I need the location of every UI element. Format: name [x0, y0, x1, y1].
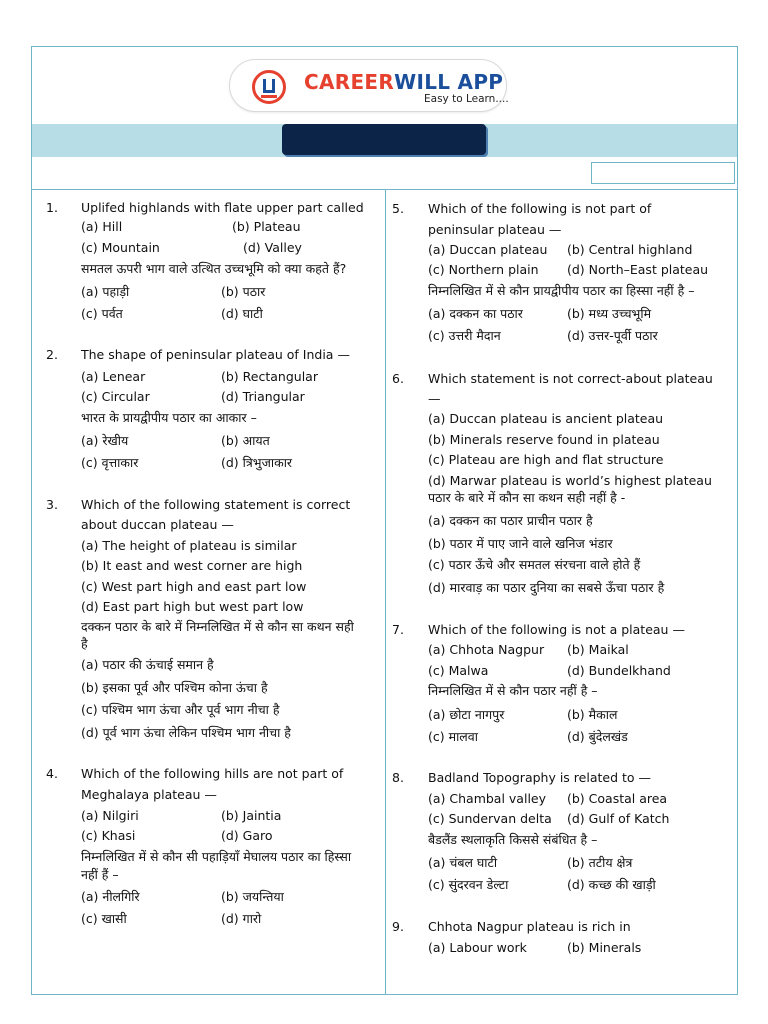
option: (a) Lenear [81, 369, 146, 384]
question-text-hindi: समतल ऊपरी भाग वाले उत्थित उच्चभूमि को क्या कहते हैं? [81, 261, 347, 276]
question-text-hindi: निम्नलिखित में से कौन प्रायद्वीपीय पठार का हिस्सा नहीं है – [428, 283, 695, 298]
option: (a) दक्कन का पठार [428, 306, 523, 321]
brand-name [304, 70, 503, 94]
brand-tagline: Easy to Learn.... [424, 93, 509, 105]
option: (a) पठार की ऊंचाई समान है [81, 657, 214, 672]
option: (b) Maikal [567, 642, 629, 657]
option: (c) Khasi [81, 828, 136, 843]
option: (a) पहाड़ी [81, 284, 130, 299]
option: (d) North–East plateau [567, 262, 709, 277]
option: (a) Chhota Nagpur [428, 642, 545, 657]
option: (b) तटीय क्षेत्र [567, 855, 633, 870]
option: (c) पर्वत [81, 306, 123, 321]
question-text: peninsular plateau — [428, 222, 562, 237]
option: (c) Sundervan delta [428, 811, 552, 826]
option: (a) Duccan plateau [428, 242, 548, 257]
option: (a) The height of plateau is similar [81, 538, 297, 553]
option: (d) उत्तर-पूर्वी पठार [567, 328, 658, 343]
option: (a) नीलगिरि [81, 889, 140, 904]
option: (a) रेखीय [81, 433, 129, 448]
option: (a) Labour work [428, 940, 527, 955]
question-text: Which statement is not correct-about plateau [428, 371, 713, 386]
option: (c) Plateau are high and flat structure [428, 452, 664, 467]
question-number: 9. [392, 919, 404, 934]
option: (a) दक्कन का पठार प्राचीन पठार है [428, 513, 593, 528]
option: (c) खासी [81, 911, 127, 926]
option: (c) मालवा [428, 729, 478, 744]
option: (a) Chambal valley [428, 791, 547, 806]
option: (d) Marwar plateau is world’s highest plateau [428, 473, 712, 488]
question-text: Meghalaya plateau — [81, 787, 217, 802]
option: (c) Mountain [81, 240, 160, 255]
question-number: 8. [392, 770, 404, 785]
question-text: The shape of peninsular plateau of India — [81, 347, 350, 362]
option: (b) Coastal area [567, 791, 668, 806]
option: (d) गारो [221, 911, 262, 926]
option: (b) पठार में पाए जाने वाले खनिज भंडार [428, 536, 613, 551]
option: (b) Rectangular [221, 369, 318, 384]
option: (c) Northern plain [428, 262, 539, 277]
option: (d) पूर्व भाग ऊंचा लेकिन पश्चिम भाग नीचा है [81, 725, 291, 740]
brand-name-part-b: WILL APP [394, 70, 504, 94]
title-pill [282, 124, 486, 155]
question-text: Which of the following hills are not part of [81, 766, 344, 781]
option: (b) इसका पूर्व और पश्चिम कोना ऊंचा है [81, 680, 268, 695]
option: (d) घाटी [221, 306, 263, 321]
option: (d) बुंदेलखंड [567, 729, 628, 744]
question-text-hindi: है [81, 636, 88, 651]
option: (c) पठार ऊँचे और समतल संरचना वाले होते हैं [428, 557, 641, 572]
option: (d) Garo [221, 828, 273, 843]
option: (d) कच्छ की खाड़ी [567, 877, 656, 892]
question-text: Badland Topography is related to — [428, 770, 652, 785]
option: (d) Gulf of Katch [567, 811, 670, 826]
question-text: Which of the following is not a plateau — [428, 622, 685, 637]
option: (d) त्रिभुजाकार [221, 455, 293, 470]
question-number: 6. [392, 371, 404, 386]
option: (b) Minerals [567, 940, 642, 955]
question-number: 1. [46, 200, 58, 215]
option: (a) छोटा नागपुर [428, 707, 505, 722]
option: (c) West part high and east part low [81, 579, 307, 594]
option: (b) Jaintia [221, 808, 282, 823]
question-number: 5. [392, 201, 404, 216]
brand-logo-banner [229, 59, 507, 112]
option: (d) मारवाड़ का पठार दुनिया का सबसे ऊँचा पठार है [428, 580, 665, 595]
question-text: about duccan plateau — [81, 517, 234, 532]
question-text-hindi: निम्नलिखित में से कौन पठार नहीं है – [428, 683, 598, 698]
option: (a) Duccan plateau is ancient plateau [428, 411, 664, 426]
option: (a) Nilgiri [81, 808, 139, 823]
question-text-hindi: नहीं हैं – [81, 867, 119, 882]
option: (b) Central highland [567, 242, 693, 257]
question-text-hindi: भारत के प्रायद्वीपीय पठार का आकार – [81, 410, 257, 425]
careerwill-logo-icon [252, 70, 286, 104]
question-text-hindi: दक्कन पठार के बारे में निम्नलिखित में से कौन सा कथन सही [81, 619, 354, 634]
question-text: Uplifed highlands with flate upper part called [81, 200, 364, 215]
question-text: Which of the following statement is correct [81, 497, 351, 512]
info-box [591, 162, 735, 184]
option: (d) East part high but west part low [81, 599, 304, 614]
option: (c) Malwa [428, 663, 489, 678]
brand-name-part-a: CAREER [304, 70, 395, 94]
question-text: — [428, 391, 441, 406]
question-number: 3. [46, 497, 58, 512]
option: (b) It east and west corner are high [81, 558, 303, 573]
question-number: 2. [46, 347, 58, 362]
option: (a) चंबल घाटी [428, 855, 498, 870]
column-divider [385, 190, 386, 995]
question-text-hindi: निम्नलिखित में से कौन सी पहाड़ियाँ मेघालय पठार का हिस्सा [81, 849, 352, 864]
option: (d) Bundelkhand [567, 663, 671, 678]
option: (b) Minerals reserve found in plateau [428, 432, 660, 447]
option: (c) Circular [81, 389, 150, 404]
option: (a) Hill [81, 219, 123, 234]
option: (c) पश्चिम भाग ऊंचा और पूर्व भाग नीचा है [81, 702, 280, 717]
option: (b) Plateau [232, 219, 301, 234]
question-number: 7. [392, 622, 404, 637]
question-number: 4. [46, 766, 58, 781]
option: (d) Valley [243, 240, 302, 255]
option: (b) जयन्तिया [221, 889, 284, 904]
question-text: Which of the following is not part of [428, 201, 652, 216]
option: (b) आयत [221, 433, 270, 448]
option: (b) पठार [221, 284, 266, 299]
option: (c) सुंदरवन डेल्टा [428, 877, 509, 892]
question-text-hindi: बैडलैंड स्थलाकृति किससे संबंधित है – [428, 832, 598, 847]
option: (c) वृत्ताकार [81, 455, 139, 470]
option: (d) Triangular [221, 389, 305, 404]
option: (c) उत्तरी मैदान [428, 328, 501, 343]
question-text: Chhota Nagpur plateau is rich in [428, 919, 631, 934]
option: (b) मध्य उच्चभूमि [567, 306, 652, 321]
question-text-hindi: पठार के बारे में कौन सा कथन सही नहीं है - [428, 490, 626, 505]
option: (b) मैकाल [567, 707, 618, 722]
